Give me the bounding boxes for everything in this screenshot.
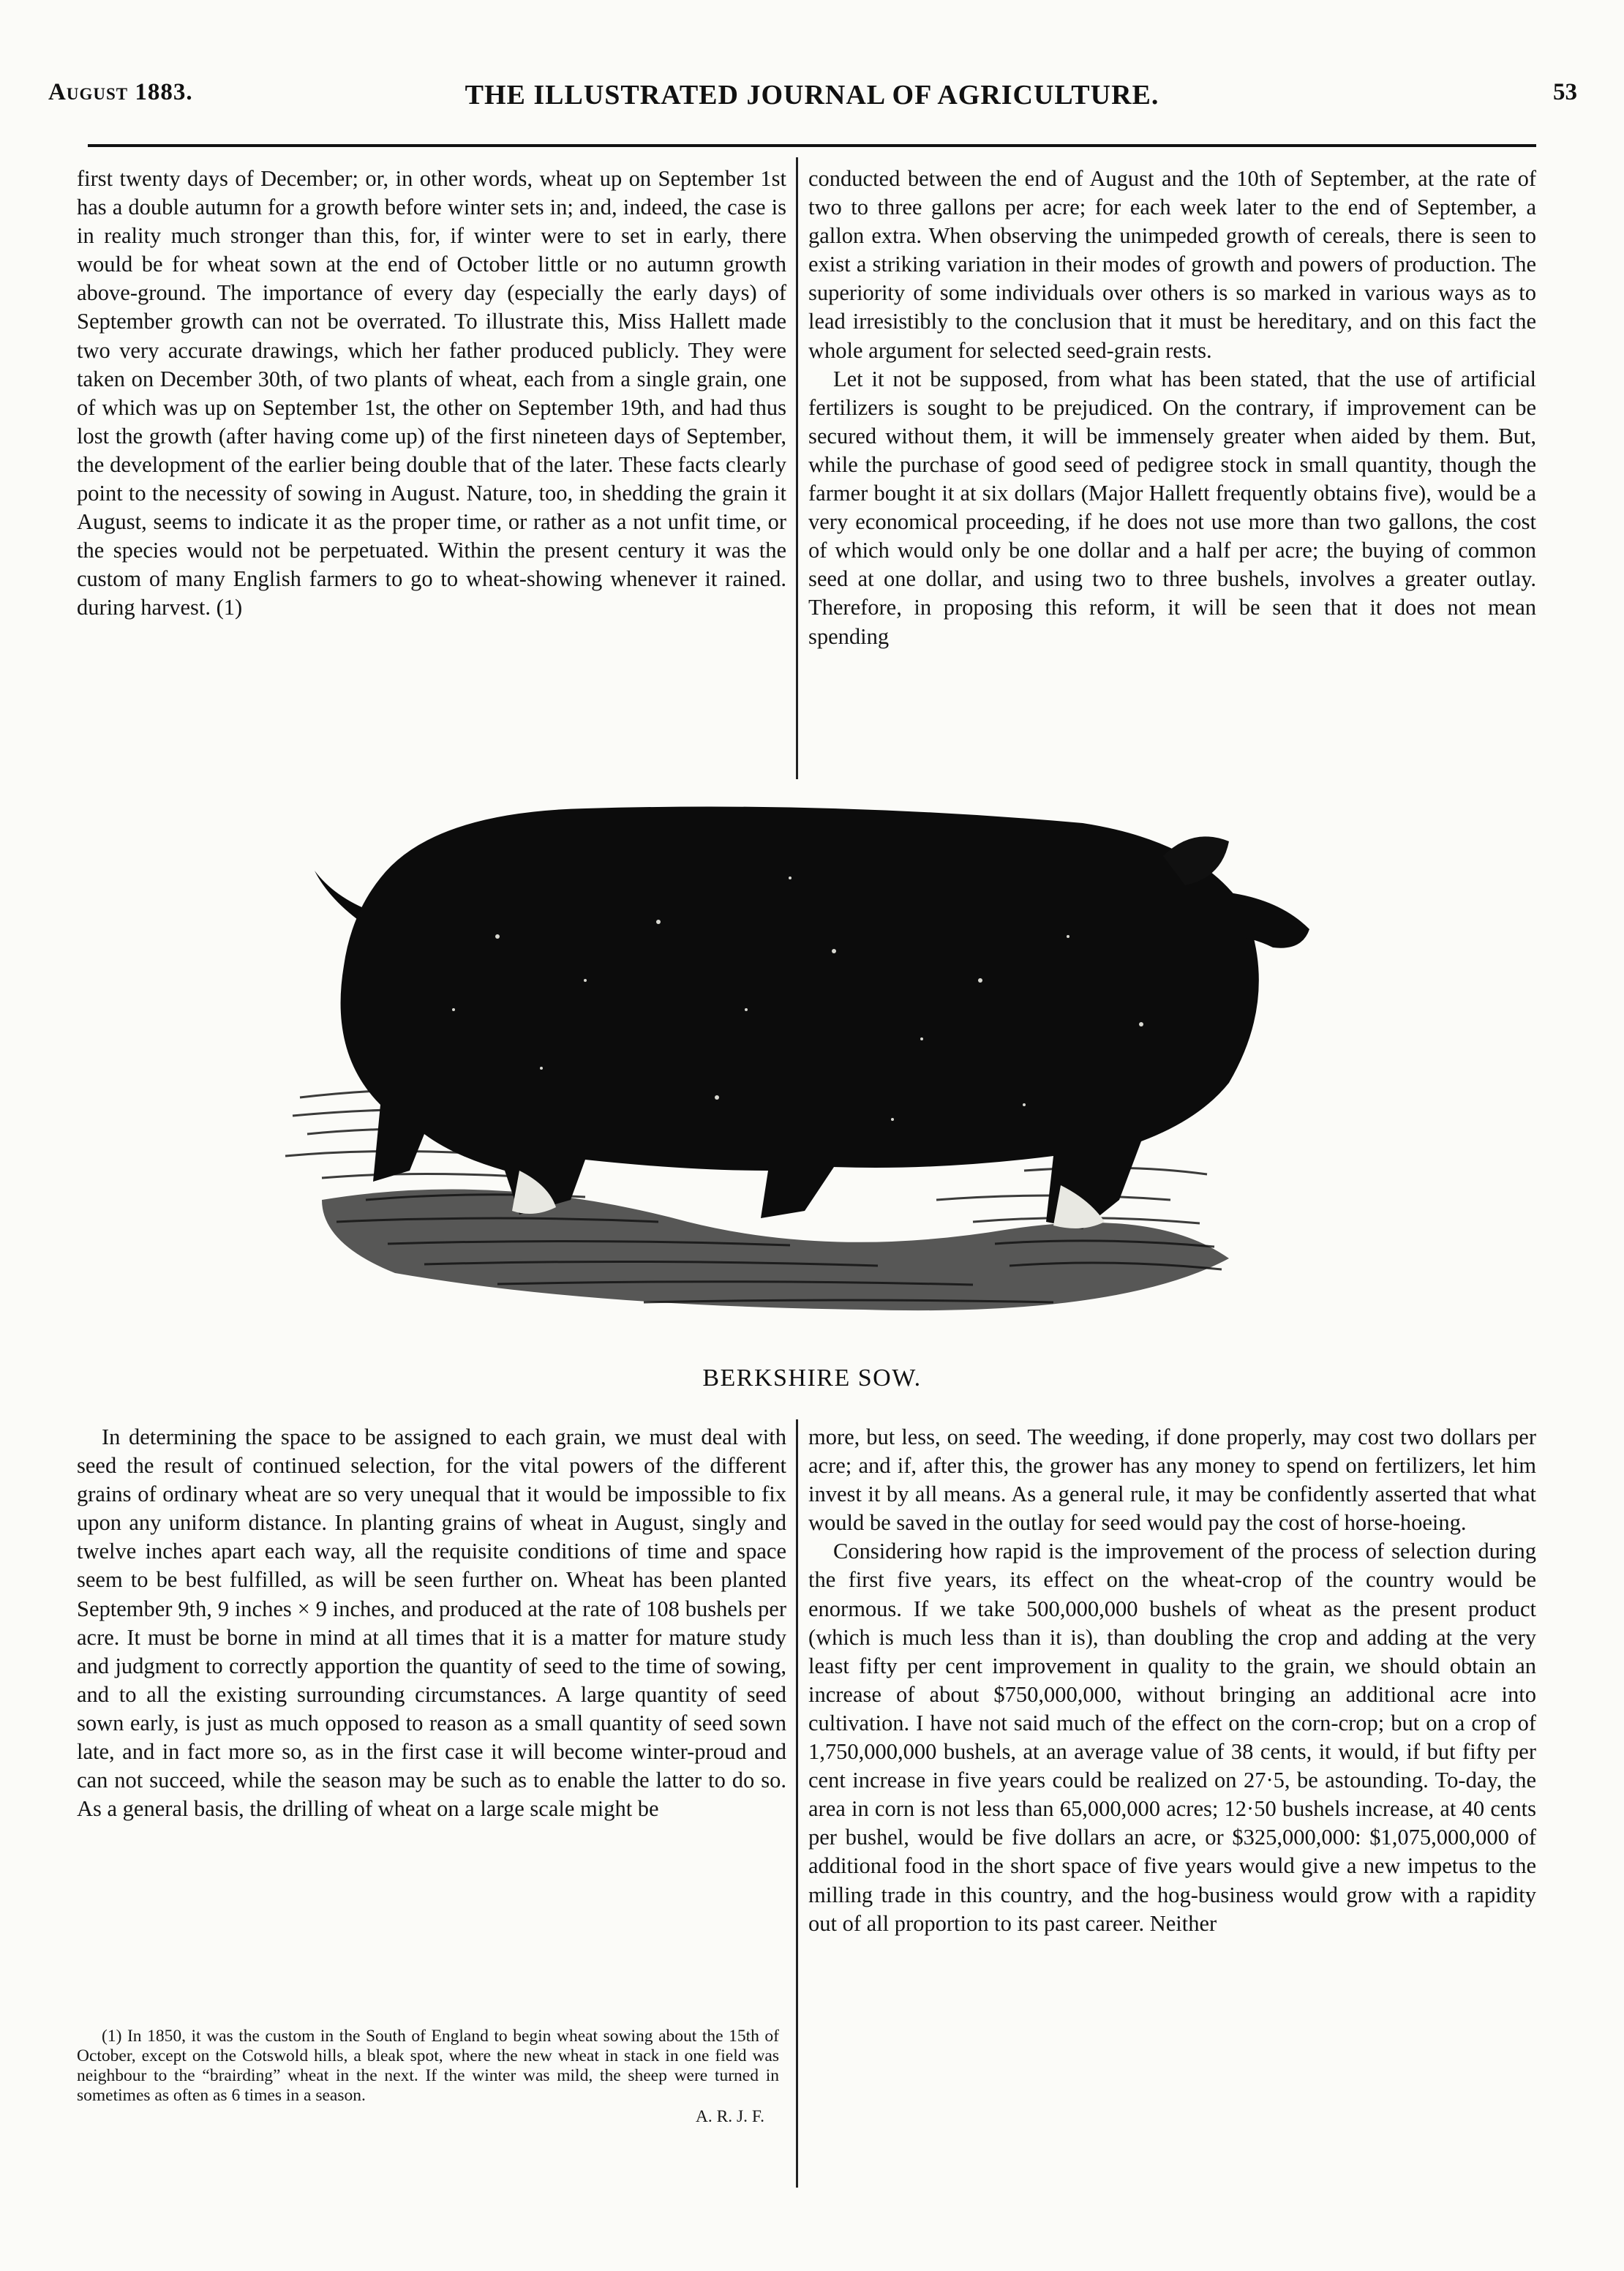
footnote-signature: A. R. J. F.: [695, 2107, 764, 2126]
berkshire-sow-engraving: [278, 790, 1317, 1361]
column-top-left: [77, 165, 786, 623]
column-divider-bottom: [796, 1419, 798, 2188]
header-rule: [88, 144, 1536, 147]
page-number: 53: [1553, 79, 1577, 105]
paragraph: Considering how rapid is the improvement of the process of selection during the first five years, its effect on the wheat-crop of the country would be enormous. If we take 500,000,000 bushels of wheat as the present product (which is much less than it is), than doubling the crop and adding at the very least fifty per cent improvement in quality to the grain, we should obtain an increase of about $750,000,000, without bringing an additional acre into cultivation. I have not said much of the effect on the corn-crop; but on a crop of 1,750,000,000 bushels, at an average value of 38 cents, it would, if but fifty per cent increase in five years could be realized on 27·5, be astounding. To-day, the area in corn is not less than 65,000,000 acres; 12·50 bushels increase, at 40 cents per bushel, would be five dollars an acre, or $325,000,000: $1,075,000,000 of additional food in the short space of five years would give a new impetus to the milling trade in this country, and the hog-business would grow with a rapidity out of all proportion to its past career. Neither: [808, 1539, 1536, 1936]
illustration-caption: BERKSHIRE SOW.: [702, 1365, 922, 1392]
paragraph: conducted between the end of August and the 10th of September, at the rate of two to three gallons per acre; for each week later to the end of September, a gallon extra. When observing the unimpeded growth of cereals, there is seen to exist a striking variation in their modes of growth and powers of production. The superiority of some individuals over others is so marked in various ways as to lead irresistibly to the conclusion that it must be hereditary, and on this fact the whole argument for selected seed-grain rests.: [808, 166, 1536, 363]
column-top-right: [808, 165, 1536, 651]
journal-title: THE ILLUSTRATED JOURNAL OF AGRICULTURE.: [465, 80, 1159, 110]
paragraph: more, but less, on seed. The weeding, if done properly, may cost two dollars per acre; and if, after this, the grower has any money to spend on fertilizers, let him invest it by all means. As a general rule, it may be confidently asserted that what would be saved in the outlay for seed would pay the cost of horse-hoeing.: [808, 1424, 1536, 1536]
issue-date: August 1883.: [48, 79, 193, 105]
column-bottom-right: [808, 1423, 1536, 1938]
column-divider-top: [796, 157, 798, 779]
paragraph: Let it not be supposed, from what has been stated, that the use of artificial fertilizers is sought to be prejudiced. On the contrary, if improvement can be secured without them, it will be immensely greater when aided by them. But, while the purchase of good seed of pedigree stock in small quantity, though the farmer bought it at six dollars (Major Hallett frequently obtains five), would be a very economical proceeding, if he does not use more than two gallons, the cost of which would only be one dollar and a half per acre; the buying of common seed at one dollar, and using two to three bushels, involves a greater outlay. Therefore, in proposing this reform, it will be seen that it does not mean spending: [808, 366, 1536, 649]
footnote: [77, 2027, 779, 2127]
column-bottom-left: [77, 1423, 786, 1823]
paragraph: first twenty days of December; or, in other words, wheat up on September 1st has a double autumn for a growth before winter sets in; and, indeed, the case is in reality much stronger than this, for, if winter were to set in early, there would be for wheat sown at the end of October little or no autumn growth above-ground. The importance of every day (especially the early days) of September growth can not be overrated. To illustrate this, Miss Hallett made two very accurate drawings, which her father produced publicly. They were taken on December 30th, of two plants of wheat, each from a single grain, one of which was up on September 1st, the other on September 19th, and had thus lost the growth (after having come up) of the first nineteen days of September, the development of the earlier being double that of the later. These facts clearly point to the necessity of sowing in August. Nature, too, in shedding the grain it August, seems to indicate it as the proper time, or rather as a not unfit time, or the species would not be perpetuated. Within the present century it was the custom of many English farmers to go to wheat-showing whenever it rained. during harvest. (1): [77, 166, 786, 620]
footnote-text: (1) In 1850, it was the custom in the South of England to begin wheat sowing about the 15th of October, except on the Cotswold hills, a bleak spot, where the new wheat in stack in one field was neighbour to the “brairding” wheat in the next. If the winter was mild, the sheep were turned in sometimes as often as 6 times in a season.: [77, 2027, 779, 2105]
sow-body: [341, 807, 1259, 1230]
page-header: [44, 79, 1580, 123]
paragraph: In determining the space to be assigned to each grain, we must deal with seed the result of continued selection, for the vital powers of the different grains of ordinary wheat are so very unequal that it would be impossible to fix upon any uniform distance. In planting grains of wheat in August, singly and twelve inches apart each way, all the requisite conditions of time and space seem to be best fulfilled, as will be seen further on. Wheat has been planted September 9th, 9 inches × 9 inches, and produced at the rate of 108 bushels per acre. It must be borne in mind at all times that it is a matter for mature study and judgment to correctly apportion the quantity of seed to the time of sowing, and to all the existing surrounding circumstances. A large quantity of seed sown early, is just as much opposed to reason as a small quantity of seed sown late, and in fact more so, as in the first case it will become winter-proud and can not succeed, while the season may be such as to enable the latter to do so. As a general basis, the drilling of wheat on a large scale might be: [77, 1424, 786, 1822]
